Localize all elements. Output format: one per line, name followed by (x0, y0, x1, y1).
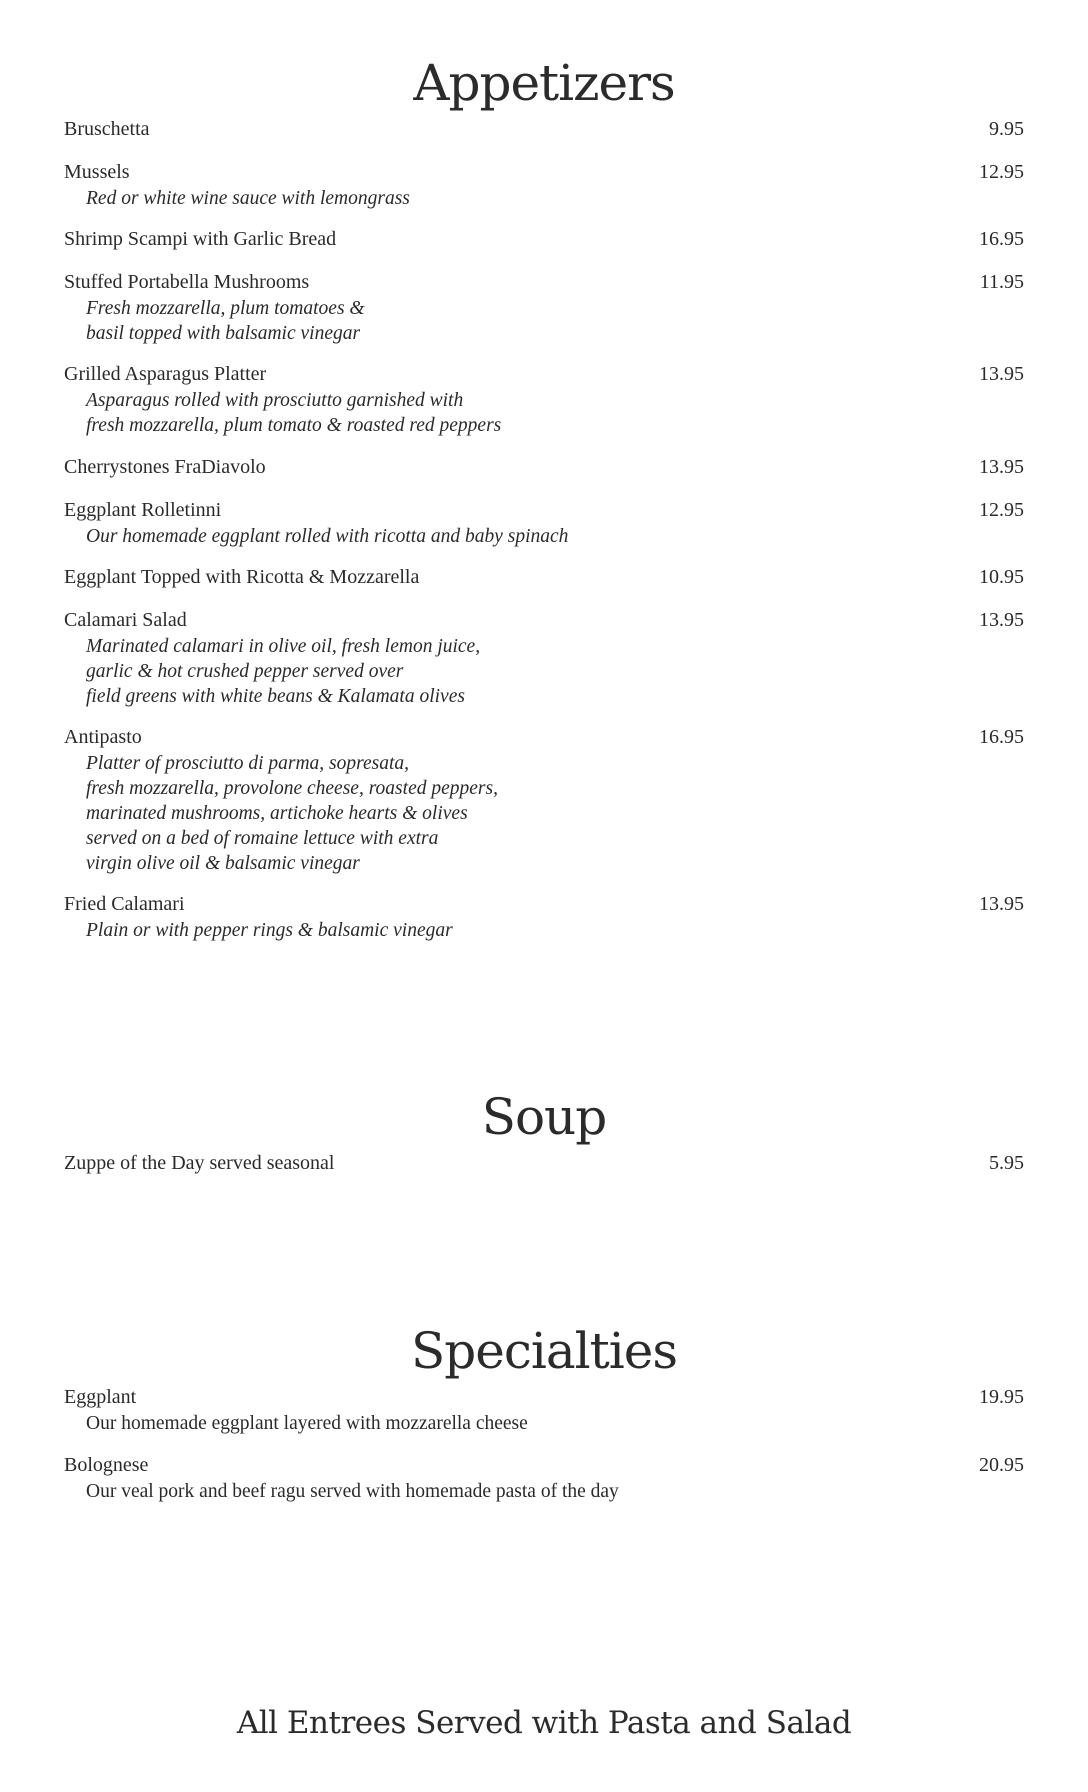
soup-heading: Soup (481, 1088, 607, 1146)
menu-item (64, 161, 1024, 211)
item-description: Plain or with pepper rings & balsamic vinegar (86, 920, 453, 941)
footer-note: All Entrees Served with Pasta and Salad (236, 1705, 852, 1741)
appetizers-heading: Appetizers (413, 54, 675, 112)
menu-item (64, 228, 1024, 250)
menu-item (64, 726, 1024, 876)
menu-item (64, 1152, 1024, 1174)
menu-item (64, 1386, 1024, 1436)
item-name: Mussels (64, 161, 130, 183)
item-price: 12.95 (979, 499, 1024, 521)
item-description: Our homemade eggplant rolled with ricotta and baby spinach (86, 526, 569, 547)
item-price: 11.95 (979, 271, 1024, 293)
item-price: 5.95 (989, 1152, 1024, 1174)
item-price: 13.95 (979, 609, 1024, 631)
item-price: 19.95 (979, 1386, 1024, 1408)
item-name: Bolognese (64, 1454, 149, 1476)
specialties-heading: Specialties (411, 1322, 677, 1380)
item-name: Eggplant Rolletinni (64, 499, 222, 521)
item-name: Cherrystones FraDiavolo (64, 456, 266, 478)
item-price: 12.95 (979, 161, 1024, 183)
menu-item (64, 1454, 1024, 1504)
menu-item (64, 271, 1024, 346)
item-price: 10.95 (979, 566, 1024, 588)
menu-item (64, 566, 1024, 588)
menu-item (64, 609, 1024, 709)
item-price: 16.95 (979, 228, 1024, 250)
item-description: Our homemade eggplant layered with mozzarella cheese (86, 1413, 528, 1434)
item-description: Marinated calamari in olive oil, fresh lemon juice, garlic & hot crushed pepper served over field greens with white beans & Kalamata olives (86, 636, 481, 707)
item-description: Red or white wine sauce with lemongrass (86, 188, 410, 209)
item-name: Antipasto (64, 726, 142, 748)
item-name: Zuppe of the Day served seasonal (64, 1152, 335, 1174)
item-name: Stuffed Portabella Mushrooms (64, 271, 310, 293)
item-name: Calamari Salad (64, 609, 187, 631)
item-price: 13.95 (979, 893, 1024, 915)
menu-item (64, 363, 1024, 438)
item-name: Fried Calamari (64, 893, 185, 915)
item-description: Asparagus rolled with prosciutto garnished with fresh mozzarella, plum tomato & roasted red peppers (86, 390, 502, 436)
item-price: 20.95 (979, 1454, 1024, 1476)
menu-item (64, 893, 1024, 943)
item-price: 13.95 (979, 456, 1024, 478)
menu-item (64, 456, 1024, 478)
item-name: Bruschetta (64, 118, 150, 140)
item-description: Our veal pork and beef ragu served with homemade pasta of the day (86, 1481, 619, 1502)
item-description: Platter of prosciutto di parma, sopresata, fresh mozzarella, provolone cheese, roasted peppers, marinated mushrooms, artichoke hearts & olives served on a bed of romaine lettuce with extra virgin olive oil & balsamic vinegar (86, 753, 498, 874)
item-description: Fresh mozzarella, plum tomatoes & basil topped with balsamic vinegar (86, 298, 365, 344)
item-price: 16.95 (979, 726, 1024, 748)
item-price: 13.95 (979, 363, 1024, 385)
item-name: Eggplant Topped with Ricotta & Mozzarella (64, 566, 420, 588)
menu-item (64, 499, 1024, 549)
menu-item (64, 118, 1024, 140)
item-name: Eggplant (64, 1386, 137, 1408)
item-price: 9.95 (989, 118, 1024, 140)
item-name: Shrimp Scampi with Garlic Bread (64, 228, 337, 250)
item-name: Grilled Asparagus Platter (64, 363, 267, 385)
